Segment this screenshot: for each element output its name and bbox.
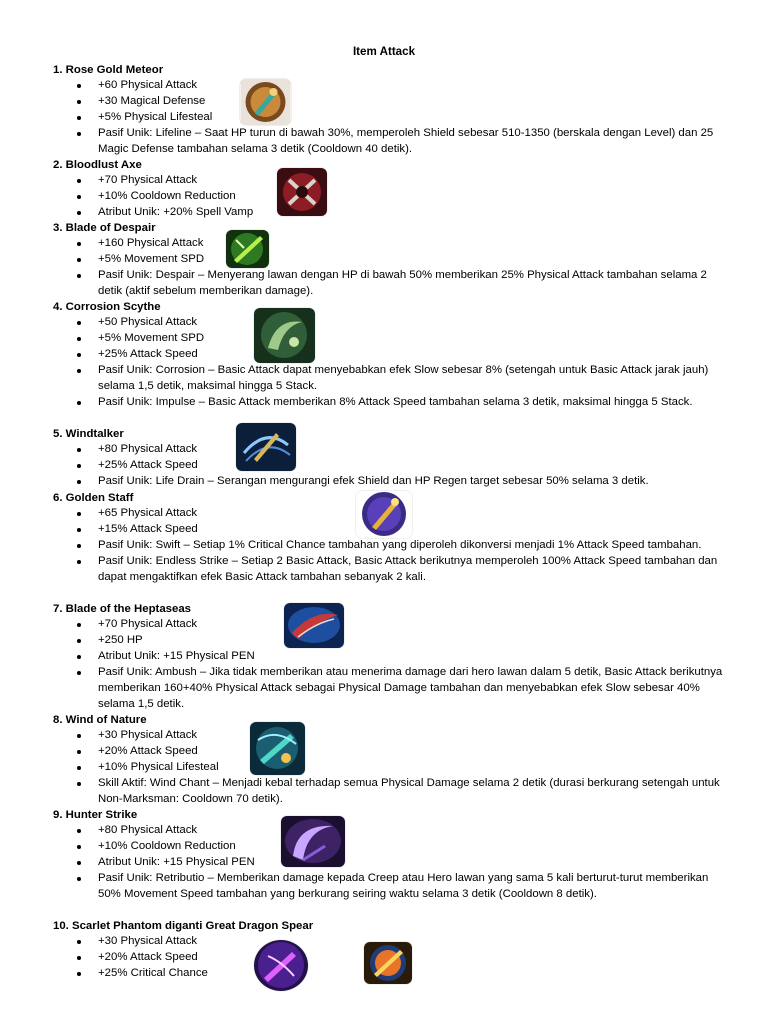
list-item: +10% Cooldown Reduction: [53, 839, 723, 855]
hunter-strike-icon: [281, 816, 345, 867]
list-item: Pasif Unik: Ambush – Jika tidak memberikan atau menerima damage dari hero lawan dalam 5 detik, Basic Attack berikutnya memberikan 160+40% Physical Attack sebagai Physical Damage tambahan dan menyebabkan efek Slow sebesar 40% selama 1,5 detik.: [53, 665, 723, 713]
list-item: Pasif Unik: Retributio – Memberikan damage kepada Creep atau Hero lawan yang sama 5 kali berturut-turut memberikan 50% Movement Speed tambahan yang berkurang seiring waktu selama 3 detik (Cooldown 8 detik).: [53, 871, 723, 903]
item-heading: 9. Hunter Strike: [53, 809, 138, 821]
wind-of-nature-icon: [250, 722, 305, 775]
list-item: +50 Physical Attack: [53, 315, 723, 331]
item-heading: 5. Windtalker: [53, 428, 124, 440]
item-heading: 6. Golden Staff: [53, 492, 134, 504]
list-item: +5% Movement SPD: [53, 252, 723, 268]
list-item: +30 Physical Attack: [53, 934, 723, 950]
list-item: +25% Critical Chance: [53, 966, 723, 982]
list-item: Pasif Unik: Corrosion – Basic Attack dapat menyebabkan efek Slow sebesar 8% (setengah untuk Basic Attack jarak jauh) selama 1,5 detik, maksimal hingga 5 Stack.: [53, 363, 723, 395]
list-item: Skill Aktif: Wind Chant – Menjadi kebal terhadap semua Physical Damage selama 2 detik (durasi berkurang setengah untuk Non-Marksman: Cooldown 70 detik).: [53, 776, 723, 808]
list-item: +80 Physical Attack: [53, 442, 723, 458]
list-item: Atribut Unik: +15 Physical PEN: [53, 855, 723, 871]
page-title: Item Attack: [352, 45, 416, 58]
list-item: Atribut Unik: +15 Physical PEN: [53, 649, 723, 665]
item-stats-list: [53, 442, 723, 490]
list-item: +25% Attack Speed: [53, 347, 723, 363]
item-8: [53, 712, 723, 808]
item-stats-list: [53, 78, 723, 158]
item-heading: 3. Blade of Despair: [53, 222, 156, 234]
list-item: +20% Attack Speed: [53, 950, 723, 966]
item-heading: 2. Bloodlust Axe: [53, 159, 142, 171]
list-item: +10% Physical Lifesteal: [53, 760, 723, 776]
item-heading: 8. Wind of Nature: [53, 714, 147, 726]
list-item: +30 Magical Defense: [53, 94, 723, 110]
item-stats-list: [53, 728, 723, 808]
item-heading: 1. Rose Gold Meteor: [53, 64, 164, 76]
scarlet-phantom-icon: [254, 940, 308, 991]
list-item: Pasif Unik: Swift – Setiap 1% Critical Chance tambahan yang diperoleh dikonversi menjadi 1% Attack Speed tambahan.: [53, 538, 723, 554]
list-item: Pasif Unik: Despair – Menyerang lawan dengan HP di bawah 50% memberikan 25% Physical Attack tambahan selama 2 detik (aktif sebelum memberikan damage).: [53, 268, 723, 300]
list-item: +80 Physical Attack: [53, 823, 723, 839]
list-item: +20% Attack Speed: [53, 744, 723, 760]
list-item: +65 Physical Attack: [53, 506, 723, 522]
item-stats-list: [53, 315, 723, 410]
list-item: Pasif Unik: Lifeline – Saat HP turun di bawah 30%, memperoleh Shield sebesar 510-1350 (berskala dengan Level) dan 25 Magic Defense tambahan selama 3 detik (Cooldown 40 detik).: [53, 126, 723, 158]
list-item: +10% Cooldown Reduction: [53, 189, 723, 205]
item-7: [53, 601, 723, 712]
list-item: +70 Physical Attack: [53, 617, 723, 633]
blade-of-despair-icon: [226, 230, 269, 268]
rose-gold-meteor-icon: [240, 79, 291, 125]
list-item: Pasif Unik: Life Drain – Serangan mengurangi efek Shield dan HP Regen target sebesar 50% selama 3 detik.: [53, 474, 723, 490]
corrosion-scythe-icon: [254, 308, 315, 363]
great-dragon-spear-icon: [364, 942, 412, 984]
list-item: Pasif Unik: Impulse – Basic Attack memberikan 8% Attack Speed tambahan selama 3 detik, maksimal hingga 5 Stack.: [53, 395, 723, 411]
list-item: +30 Physical Attack: [53, 728, 723, 744]
item-1: [53, 62, 723, 158]
item-stats-list: [53, 823, 723, 903]
item-heading: 10. Scarlet Phantom diganti Great Dragon Spear: [53, 920, 314, 932]
golden-staff-icon: [356, 491, 412, 538]
list-item: +60 Physical Attack: [53, 78, 723, 94]
bloodlust-axe-icon: [277, 168, 327, 216]
list-item: Atribut Unik: +20% Spell Vamp: [53, 205, 723, 221]
list-item: +160 Physical Attack: [53, 236, 723, 252]
item-stats-list: [53, 617, 723, 712]
list-item: +15% Attack Speed: [53, 522, 723, 538]
item-9: [53, 807, 723, 903]
item-stats-list: [53, 236, 723, 300]
list-item: Pasif Unik: Endless Strike – Setiap 2 Basic Attack, Basic Attack berikutnya memperoleh 100% Attack Speed tambahan dan dapat mengaktifkan efek Basic Attack tambahan sebanyak 2 kali.: [53, 554, 723, 586]
item-4: [53, 299, 723, 410]
item-heading: 4. Corrosion Scythe: [53, 301, 161, 313]
list-item: +70 Physical Attack: [53, 173, 723, 189]
item-3: [53, 220, 723, 300]
item-heading: 7. Blade of the Heptaseas: [53, 603, 192, 615]
item-stats-list: [53, 173, 723, 221]
list-item: +5% Physical Lifesteal: [53, 110, 723, 126]
item-5: [53, 426, 723, 490]
list-item: +250 HP: [53, 633, 723, 649]
blade-of-heptaseas-icon: [284, 603, 344, 648]
windtalker-icon: [236, 423, 296, 471]
list-item: +5% Movement SPD: [53, 331, 723, 347]
item-2: [53, 157, 723, 221]
list-item: +25% Attack Speed: [53, 458, 723, 474]
